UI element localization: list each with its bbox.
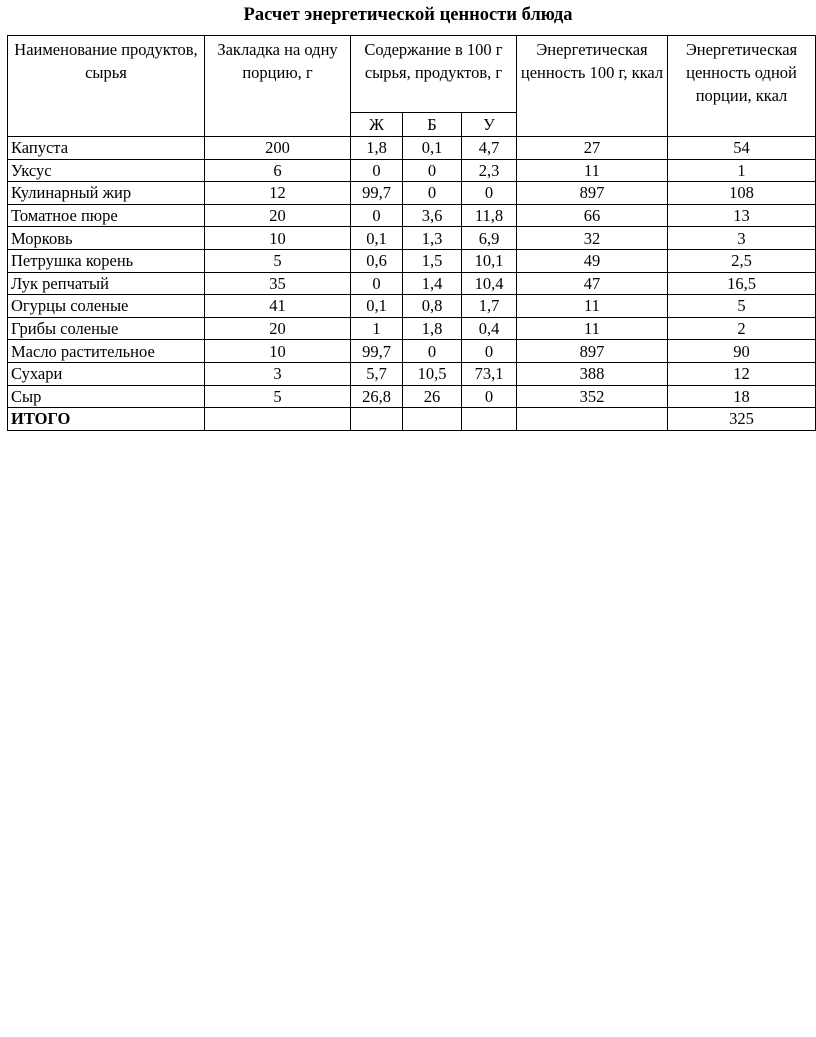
cell-fat: 0: [351, 204, 403, 227]
cell-portion: 20: [205, 317, 351, 340]
cell-fat: 0: [351, 272, 403, 295]
cell-energy-portion: 108: [668, 182, 816, 205]
cell-product-name: Капуста: [8, 137, 205, 160]
table-row: [8, 295, 816, 318]
table-row: [8, 227, 816, 250]
header-product-name: Наименование продуктов, сырья: [8, 36, 205, 137]
cell-protein: 0: [403, 340, 462, 363]
cell-protein: 26: [403, 385, 462, 408]
cell-energy-100g: 47: [517, 272, 668, 295]
cell-portion: 10: [205, 227, 351, 250]
table-row: [8, 137, 816, 160]
cell-product-name: Сухари: [8, 362, 205, 385]
cell-energy-portion: 2,5: [668, 249, 816, 272]
cell-energy-100g: 66: [517, 204, 668, 227]
cell-portion: 10: [205, 340, 351, 363]
cell-energy-100g: 897: [517, 182, 668, 205]
cell-carbs: 73,1: [462, 362, 517, 385]
table-row: [8, 317, 816, 340]
cell-fat: 0,1: [351, 227, 403, 250]
table-row: [8, 362, 816, 385]
cell-carbs: 1,7: [462, 295, 517, 318]
cell-energy-portion: 5: [668, 295, 816, 318]
cell-energy-portion: 54: [668, 137, 816, 160]
cell-protein: 0: [403, 182, 462, 205]
table-row: [8, 182, 816, 205]
cell-fat: 99,7: [351, 340, 403, 363]
header-fat: Ж: [351, 113, 403, 137]
cell-product-name: Масло растительное: [8, 340, 205, 363]
cell-fat: 5,7: [351, 362, 403, 385]
cell-energy-portion: 1: [668, 159, 816, 182]
cell-energy-100g: 27: [517, 137, 668, 160]
cell-protein: 1,5: [403, 249, 462, 272]
cell-product-name: Уксус: [8, 159, 205, 182]
table-body: [8, 137, 816, 431]
cell-energy-portion: 16,5: [668, 272, 816, 295]
cell-protein: 0,1: [403, 137, 462, 160]
cell-product-name: Огурцы соленые: [8, 295, 205, 318]
cell-carbs: 6,9: [462, 227, 517, 250]
table-row: [8, 249, 816, 272]
cell-portion: 12: [205, 182, 351, 205]
cell-portion: 5: [205, 385, 351, 408]
cell-product-name: Кулинарный жир: [8, 182, 205, 205]
cell-energy-100g: 11: [517, 317, 668, 340]
cell-fat: 1: [351, 317, 403, 340]
cell-product-name: Томатное пюре: [8, 204, 205, 227]
cell-product-name: Лук репчатый: [8, 272, 205, 295]
cell-energy-portion: 13: [668, 204, 816, 227]
cell-portion: 200: [205, 137, 351, 160]
cell-portion: 3: [205, 362, 351, 385]
cell-energy-portion: 12: [668, 362, 816, 385]
total-protein: [403, 408, 462, 431]
energy-value-table: [7, 35, 816, 431]
cell-fat: 26,8: [351, 385, 403, 408]
cell-portion: 41: [205, 295, 351, 318]
cell-portion: 20: [205, 204, 351, 227]
cell-energy-portion: 90: [668, 340, 816, 363]
cell-energy-100g: 49: [517, 249, 668, 272]
total-energy-100g: [517, 408, 668, 431]
cell-energy-100g: 11: [517, 159, 668, 182]
cell-energy-portion: 3: [668, 227, 816, 250]
cell-fat: 0,1: [351, 295, 403, 318]
cell-protein: 10,5: [403, 362, 462, 385]
cell-protein: 1,3: [403, 227, 462, 250]
cell-carbs: 4,7: [462, 137, 517, 160]
cell-energy-portion: 2: [668, 317, 816, 340]
header-portion-weight: Закладка на одну порцию, г: [205, 36, 351, 137]
document-title: Расчет энергетической ценности блюда: [243, 5, 573, 25]
cell-energy-100g: 11: [517, 295, 668, 318]
cell-energy-100g: 388: [517, 362, 668, 385]
cell-energy-100g: 352: [517, 385, 668, 408]
cell-product-name: Петрушка корень: [8, 249, 205, 272]
total-fat: [351, 408, 403, 431]
header-carbs: У: [462, 113, 517, 137]
total-carbs: [462, 408, 517, 431]
cell-portion: 35: [205, 272, 351, 295]
cell-carbs: 0: [462, 182, 517, 205]
cell-protein: 1,8: [403, 317, 462, 340]
header-energy-portion: Энергетическая ценность одной порции, ккал: [668, 36, 816, 137]
cell-product-name: Морковь: [8, 227, 205, 250]
cell-energy-100g: 32: [517, 227, 668, 250]
cell-protein: 0: [403, 159, 462, 182]
cell-carbs: 11,8: [462, 204, 517, 227]
cell-carbs: 10,1: [462, 249, 517, 272]
cell-product-name: Сыр: [8, 385, 205, 408]
cell-protein: 1,4: [403, 272, 462, 295]
header-content-per-100g: Содержание в 100 г сырья, продуктов, г: [351, 36, 517, 113]
total-energy-portion: 325: [668, 408, 816, 431]
header-energy-100g: Энергетическая ценность 100 г, ккал: [517, 36, 668, 137]
cell-carbs: 0,4: [462, 317, 517, 340]
total-label: ИТОГО: [8, 408, 205, 431]
cell-protein: 3,6: [403, 204, 462, 227]
table-row: [8, 272, 816, 295]
cell-portion: 5: [205, 249, 351, 272]
cell-carbs: 0: [462, 385, 517, 408]
cell-portion: 6: [205, 159, 351, 182]
cell-carbs: 2,3: [462, 159, 517, 182]
total-portion: [205, 408, 351, 431]
cell-fat: 1,8: [351, 137, 403, 160]
cell-fat: 99,7: [351, 182, 403, 205]
cell-fat: 0,6: [351, 249, 403, 272]
total-row: [8, 408, 816, 431]
cell-product-name: Грибы соленые: [8, 317, 205, 340]
table-row: [8, 385, 816, 408]
cell-energy-portion: 18: [668, 385, 816, 408]
cell-fat: 0: [351, 159, 403, 182]
table-row: [8, 340, 816, 363]
table-row: [8, 204, 816, 227]
header-protein: Б: [403, 113, 462, 137]
cell-carbs: 10,4: [462, 272, 517, 295]
cell-energy-100g: 897: [517, 340, 668, 363]
cell-protein: 0,8: [403, 295, 462, 318]
cell-carbs: 0: [462, 340, 517, 363]
table-row: [8, 159, 816, 182]
